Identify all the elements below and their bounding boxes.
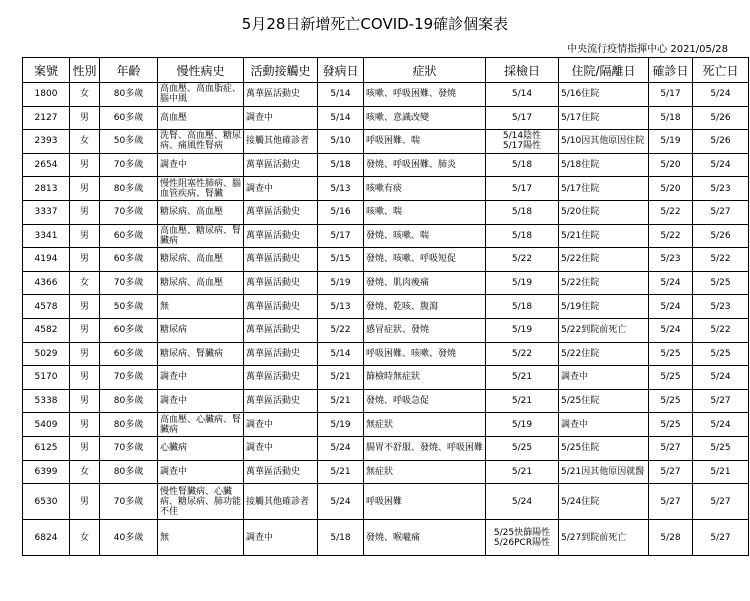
cell-onset-date: 5/10 [318,130,364,154]
cell-case-id: 6125 [23,436,70,460]
cell-onset-date: 5/18 [318,520,364,556]
cell-test-date: 5/25快篩陽性 5/26PCR陽性 [486,520,559,556]
header-death-date: 死亡日 [693,58,749,83]
cell-test-date: 5/25 [486,436,559,460]
cell-admission: 調查中 [559,366,649,390]
cell-symptoms: 呼吸困難、咳嗽、發燒 [364,342,486,366]
cell-test-date: 5/22 [486,342,559,366]
cell-age: 60多歲 [100,106,158,130]
cell-chronic-history: 糖尿病、高血壓 [158,200,244,224]
cell-onset-date: 5/13 [318,177,364,201]
cell-case-id: 6824 [23,520,70,556]
table-row [23,83,749,107]
cases-table [22,57,749,556]
cell-symptoms: 發燒、呼吸困難、肺炎 [364,153,486,177]
table-row [23,318,749,342]
cell-onset-date: 5/19 [318,271,364,295]
header-age: 年齡 [100,58,158,83]
page-title: 5月28日新增死亡COVID-19確診個案表 [241,15,509,33]
cell-test-date: 5/19 [486,413,559,437]
cell-sex: 男 [70,436,100,460]
cell-death-date: 5/23 [693,295,749,319]
cell-age: 50多歲 [100,130,158,154]
cell-confirm-date: 5/28 [649,520,693,556]
table-row [23,177,749,201]
cell-confirm-date: 5/23 [649,248,693,272]
cell-admission: 5/22住院 [559,271,649,295]
cell-test-date: 5/19 [486,318,559,342]
cell-age: 60多歲 [100,318,158,342]
table-row [23,130,749,154]
cell-sex: 女 [70,130,100,154]
header-admission: 住院/隔離日 [559,58,649,83]
table-row [23,106,749,130]
cell-case-id: 2813 [23,177,70,201]
cell-contact-history: 接觸其他確診者 [244,484,318,520]
cell-case-id: 6530 [23,484,70,520]
cell-contact-history: 調查中 [244,436,318,460]
cell-confirm-date: 5/17 [649,83,693,107]
header-row [23,58,749,83]
cell-death-date: 5/26 [693,224,749,248]
cell-sex: 男 [70,200,100,224]
cell-confirm-date: 5/19 [649,130,693,154]
cell-onset-date: 5/13 [318,295,364,319]
cell-age: 50多歲 [100,295,158,319]
cell-symptoms: 腸胃不舒服、發燒、呼吸困難 [364,436,486,460]
cell-case-id: 5029 [23,342,70,366]
cell-contact-history: 萬華區活動史 [244,271,318,295]
table-row [23,520,749,556]
cell-test-date: 5/24 [486,484,559,520]
cell-contact-history: 萬華區活動史 [244,460,318,484]
cell-admission: 5/22住院 [559,342,649,366]
cell-test-date: 5/21 [486,366,559,390]
cell-symptoms: 呼吸困難、喘 [364,130,486,154]
cell-onset-date: 5/16 [318,200,364,224]
cell-test-date: 5/19 [486,271,559,295]
cell-confirm-date: 5/20 [649,177,693,201]
cell-chronic-history: 慢性腎臟病、心臟病、糖尿病、肺功能不佳 [158,484,244,520]
cell-admission: 5/17住院 [559,106,649,130]
cell-death-date: 5/24 [693,413,749,437]
cell-sex: 男 [70,342,100,366]
cell-contact-history: 萬華區活動史 [244,200,318,224]
cell-symptoms: 發燒、呼吸急促 [364,389,486,413]
cell-case-id: 2127 [23,106,70,130]
table-row [23,389,749,413]
header-case-id: 案號 [23,58,70,83]
cell-onset-date: 5/24 [318,484,364,520]
header-onset-date: 發病日 [318,58,364,83]
cell-case-id: 5338 [23,389,70,413]
source-note: 中央流行疫情指揮中心 2021/05/28 [567,44,728,55]
cell-confirm-date: 5/24 [649,295,693,319]
cell-test-date: 5/18 [486,224,559,248]
cell-admission: 5/25住院 [559,389,649,413]
cell-contact-history: 萬華區活動史 [244,342,318,366]
cell-age: 80多歲 [100,177,158,201]
cell-admission: 調查中 [559,413,649,437]
cell-symptoms: 無症狀 [364,460,486,484]
cell-onset-date: 5/21 [318,366,364,390]
cell-contact-history: 調查中 [244,520,318,556]
cell-confirm-date: 5/25 [649,389,693,413]
cell-chronic-history: 糖尿病 [158,318,244,342]
cell-confirm-date: 5/20 [649,153,693,177]
cell-test-date: 5/17 [486,106,559,130]
cell-death-date: 5/27 [693,484,749,520]
cell-case-id: 4194 [23,248,70,272]
cell-age: 40多歲 [100,520,158,556]
header-symptoms: 症狀 [364,58,486,83]
cell-death-date: 5/24 [693,153,749,177]
cell-onset-date: 5/15 [318,248,364,272]
cell-admission: 5/10因其他原因住院 [559,130,649,154]
cell-admission: 5/19住院 [559,295,649,319]
cell-case-id: 2393 [23,130,70,154]
header-test-date: 採檢日 [486,58,559,83]
cell-onset-date: 5/22 [318,318,364,342]
cell-chronic-history: 無 [158,295,244,319]
cell-admission: 5/20住院 [559,200,649,224]
cell-age: 60多歲 [100,342,158,366]
cell-symptoms: 發燒、喉嚨痛 [364,520,486,556]
cell-sex: 女 [70,520,100,556]
cell-age: 70多歲 [100,153,158,177]
cell-death-date: 5/25 [693,436,749,460]
cell-symptoms: 發燒、乾咳、腹瀉 [364,295,486,319]
cell-sex: 女 [70,271,100,295]
header-confirm-date: 確診日 [649,58,693,83]
cell-test-date: 5/18 [486,200,559,224]
cell-age: 70多歲 [100,484,158,520]
cell-contact-history: 萬華區活動史 [244,224,318,248]
cell-contact-history: 萬華區活動史 [244,366,318,390]
cell-sex: 男 [70,153,100,177]
cell-case-id: 3337 [23,200,70,224]
cell-admission: 5/25住院 [559,436,649,460]
cell-death-date: 5/24 [693,366,749,390]
cell-confirm-date: 5/24 [649,271,693,295]
cell-contact-history: 萬華區活動史 [244,318,318,342]
cell-case-id: 5170 [23,366,70,390]
cell-case-id: 4582 [23,318,70,342]
cell-test-date: 5/18 [486,295,559,319]
cell-age: 80多歲 [100,389,158,413]
cell-admission: 5/22到院前死亡 [559,318,649,342]
cell-confirm-date: 5/27 [649,460,693,484]
cell-sex: 男 [70,106,100,130]
cell-sex: 女 [70,460,100,484]
cell-onset-date: 5/19 [318,413,364,437]
table-row [23,366,749,390]
cell-death-date: 5/22 [693,248,749,272]
cell-symptoms: 呼吸困難 [364,484,486,520]
cell-symptoms: 感冒症狀、發燒 [364,318,486,342]
cell-death-date: 5/23 [693,177,749,201]
cell-confirm-date: 5/27 [649,484,693,520]
cell-sex: 女 [70,83,100,107]
cell-admission: 5/16住院 [559,83,649,107]
cell-admission: 5/24住院 [559,484,649,520]
cell-symptoms: 無症狀 [364,413,486,437]
cell-test-date: 5/21 [486,460,559,484]
cell-contact-history: 萬華區活動史 [244,295,318,319]
cell-sex: 男 [70,248,100,272]
cell-death-date: 5/27 [693,389,749,413]
cell-case-id: 4578 [23,295,70,319]
cell-confirm-date: 5/25 [649,366,693,390]
cell-admission: 5/21因其他原因就醫 [559,460,649,484]
cell-age: 70多歲 [100,200,158,224]
cell-sex: 男 [70,413,100,437]
cell-chronic-history: 高血壓 [158,106,244,130]
cell-chronic-history: 高血壓、心臟病、腎臟病 [158,413,244,437]
cell-symptoms: 咳嗽、呼吸困難、發燒 [364,83,486,107]
cell-chronic-history: 慢性阻塞性肺病、腦血管疾病、腎臟 [158,177,244,201]
cell-test-date: 5/18 [486,153,559,177]
cell-onset-date: 5/21 [318,389,364,413]
cell-contact-history: 調查中 [244,413,318,437]
cell-case-id: 3341 [23,224,70,248]
cell-confirm-date: 5/27 [649,436,693,460]
table-row [23,484,749,520]
table-row [23,413,749,437]
cell-admission: 5/17住院 [559,177,649,201]
cell-chronic-history: 調查中 [158,153,244,177]
table-row [23,248,749,272]
cell-chronic-history: 糖尿病、腎臟病 [158,342,244,366]
cell-contact-history: 接觸其他確診者 [244,130,318,154]
cell-admission: 5/21住院 [559,224,649,248]
cell-symptoms: 咳嗽、意識改變 [364,106,486,130]
cell-symptoms: 篩檢時無症狀 [364,366,486,390]
table-row [23,460,749,484]
cell-symptoms: 發燒、咳嗽、呼吸短促 [364,248,486,272]
cell-death-date: 5/24 [693,83,749,107]
cell-confirm-date: 5/18 [649,106,693,130]
cell-death-date: 5/25 [693,342,749,366]
cell-contact-history: 調查中 [244,106,318,130]
table-row [23,271,749,295]
cell-symptoms: 咳嗽有痰 [364,177,486,201]
cell-age: 60多歲 [100,248,158,272]
cell-sex: 男 [70,177,100,201]
cell-onset-date: 5/14 [318,83,364,107]
cell-age: 80多歲 [100,83,158,107]
cell-onset-date: 5/21 [318,460,364,484]
cell-death-date: 5/21 [693,460,749,484]
table-row [23,224,749,248]
cell-confirm-date: 5/22 [649,224,693,248]
cell-sex: 男 [70,366,100,390]
cell-age: 60多歲 [100,224,158,248]
table-row [23,295,749,319]
header-chronic-history: 慢性病史 [158,58,244,83]
cell-death-date: 5/25 [693,271,749,295]
cell-case-id: 5409 [23,413,70,437]
cell-chronic-history: 糖尿病、高血壓 [158,248,244,272]
header-sex: 性別 [70,58,100,83]
table-row [23,200,749,224]
cell-chronic-history: 高血壓、糖尿病、腎臟病 [158,224,244,248]
cell-case-id: 6399 [23,460,70,484]
cell-confirm-date: 5/22 [649,200,693,224]
cell-chronic-history: 洗腎、高血壓、糖尿病、痛風性腎病 [158,130,244,154]
cell-age: 80多歲 [100,413,158,437]
cell-onset-date: 5/14 [318,106,364,130]
cell-case-id: 2654 [23,153,70,177]
cell-confirm-date: 5/25 [649,413,693,437]
cell-age: 70多歲 [100,366,158,390]
cell-age: 70多歲 [100,436,158,460]
cell-confirm-date: 5/25 [649,342,693,366]
cell-case-id: 1800 [23,83,70,107]
cell-admission: 5/18住院 [559,153,649,177]
cell-onset-date: 5/14 [318,342,364,366]
cell-death-date: 5/27 [693,200,749,224]
cell-age: 70多歲 [100,271,158,295]
cell-symptoms: 咳嗽、喘 [364,200,486,224]
cell-death-date: 5/22 [693,318,749,342]
header-contact-history: 活動接觸史 [244,58,318,83]
cell-chronic-history: 調查中 [158,389,244,413]
cell-sex: 男 [70,318,100,342]
cell-contact-history: 萬華區活動史 [244,248,318,272]
cell-chronic-history: 調查中 [158,366,244,390]
cell-contact-history: 萬華區活動史 [244,389,318,413]
cell-contact-history: 調查中 [244,177,318,201]
cell-onset-date: 5/24 [318,436,364,460]
cell-death-date: 5/26 [693,106,749,130]
cell-test-date: 5/22 [486,248,559,272]
cell-confirm-date: 5/24 [649,318,693,342]
cell-symptoms: 發燒、咳嗽、喘 [364,224,486,248]
cell-chronic-history: 高血壓、高血脂症、腦中風 [158,83,244,107]
table-row [23,342,749,366]
cell-test-date: 5/14 [486,83,559,107]
cell-age: 80多歲 [100,460,158,484]
cell-symptoms: 發燒、肌肉痠痛 [364,271,486,295]
cell-chronic-history: 糖尿病、高血壓 [158,271,244,295]
cell-case-id: 4366 [23,271,70,295]
cell-sex: 男 [70,295,100,319]
cell-death-date: 5/26 [693,130,749,154]
cell-test-date: 5/17 [486,177,559,201]
cell-admission: 5/27到院前死亡 [559,520,649,556]
cell-sex: 男 [70,224,100,248]
cell-chronic-history: 調查中 [158,460,244,484]
table-row [23,436,749,460]
cell-test-date: 5/21 [486,389,559,413]
cell-death-date: 5/27 [693,520,749,556]
cell-test-date: 5/14陰性 5/17陽性 [486,130,559,154]
cell-contact-history: 萬華區活動史 [244,153,318,177]
cell-onset-date: 5/18 [318,153,364,177]
cell-chronic-history: 無 [158,520,244,556]
table-row [23,153,749,177]
cell-chronic-history: 心臟病 [158,436,244,460]
cell-sex: 男 [70,484,100,520]
cell-sex: 男 [70,389,100,413]
cell-admission: 5/22住院 [559,248,649,272]
cell-contact-history: 萬華區活動史 [244,83,318,107]
cell-onset-date: 5/17 [318,224,364,248]
